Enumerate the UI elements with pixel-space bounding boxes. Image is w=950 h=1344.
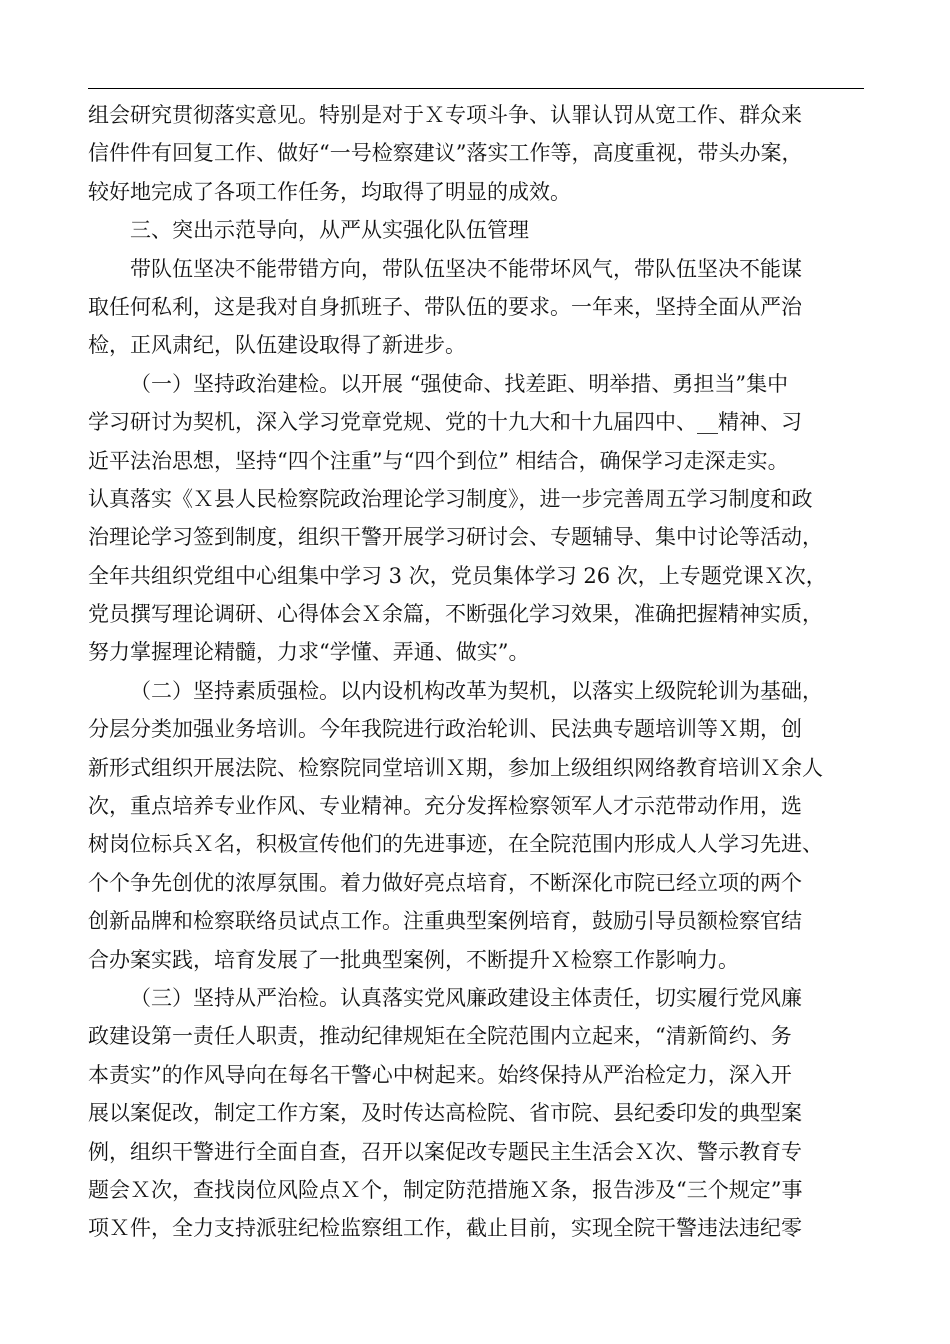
- text-line: 题会Ｘ次，查找岗位风险点Ｘ个，制定防范措施Ｘ条，报告涉及“三个规定”事: [88, 1177, 803, 1202]
- text-line: 近平法治思想，坚持“四个注重”与“四个到位” 相结合，确保学习走深走实。: [88, 448, 789, 473]
- header-rule: [88, 88, 864, 89]
- text-line: 展以案促改，制定工作方案，及时传达高检院、省市院、县纪委印发的典型案: [88, 1101, 802, 1126]
- text-line: 新形式组织开展法院、检察院同堂培训Ｘ期，参加上级组织网络教育培训Ｘ余人: [88, 755, 823, 780]
- text-line: 个个争先创优的浓厚氛围。着力做好亮点培育，不断深化市院已经立项的两个: [88, 870, 802, 895]
- text-line: 项Ｘ件，全力支持派驻纪检监察组工作，截止目前，实现全院干警违法违纪零: [88, 1216, 802, 1241]
- text-line: 三、突出示范导向，从严从实强化队伍管理: [130, 218, 529, 243]
- text-line: 全年共组织党组中心组集中学习 3 次，党员集体学习 26 次，上专题党课Ｘ次，: [88, 563, 827, 588]
- text-line: 本责实”的作风导向在每名干警心中树起来。始终保持从严治检定力，深入开: [88, 1062, 792, 1087]
- text-line: 树岗位标兵Ｘ名，积极宣传他们的先进事迹，在全院范围内形成人人学习先进、: [88, 832, 823, 857]
- text-line: 取任何私利，这是我对自身抓班子、带队伍的要求。一年来，坚持全面从严治: [88, 294, 802, 319]
- text-line: 学习研讨为契机，深入学习党章党规、党的十九大和十九届四中、__精神、习: [88, 410, 802, 435]
- text-line: 次，重点培养专业作风、专业精神。充分发挥检察领军人才示范带动作用，选: [88, 794, 802, 819]
- text-line: （三）坚持从严治检。认真落实党风廉政建设主体责任，切实履行党风廉: [130, 985, 802, 1010]
- text-line: 认真落实《Ｘ县人民检察院政治理论学习制度》，进一步完善周五学习制度和政: [88, 486, 813, 511]
- text-line: 信件件有回复工作、做好“一号检察建议”落实工作等，高度重视，带头办案，: [88, 141, 803, 166]
- text-line: 治理论学习签到制度，组织干警开展学习研讨会、专题辅导、集中讨论等活动，: [88, 525, 823, 550]
- text-line: 分层分类加强业务培训。今年我院进行政治轮训、民法典专题培训等Ｘ期，创: [88, 717, 802, 742]
- text-line: （一）坚持政治建检。以开展 “强使命、找差距、明举措、勇担当”集中: [130, 371, 789, 396]
- text-line: （二）坚持素质强检。以内设机构改革为契机，以落实上级院轮训为基础，: [130, 678, 823, 703]
- text-line: 创新品牌和检察联络员试点工作。注重典型案例培育，鼓励引导员额检察官结: [88, 909, 802, 934]
- text-line: 政建设第一责任人职责，推动纪律规矩在全院范围内立起来，“清新简约、务: [88, 1024, 792, 1049]
- text-line: 组会研究贯彻落实意见。特别是对于Ｘ专项斗争、认罪认罚从宽工作、群众来: [88, 103, 802, 127]
- text-line: 带队伍坚决不能带错方向，带队伍坚决不能带坏风气，带队伍坚决不能谋: [130, 256, 802, 281]
- text-line: 党员撰写理论调研、心得体会Ｘ余篇，不断强化学习效果，准确把握精神实质，: [88, 602, 823, 627]
- text-line: 较好地完成了各项工作任务，均取得了明显的成效。: [88, 179, 571, 204]
- text-line: 例，组织干警进行全面自查，召开以案促改专题民主生活会Ｘ次、警示教育专: [88, 1139, 802, 1164]
- text-line: 检，正风肃纪，队伍建设取得了新进步。: [88, 333, 466, 358]
- body-text: [88, 96, 868, 1248]
- text-line: 努力掌握理论精髓，力求“学懂、弄通、做实”。: [88, 640, 530, 665]
- text-line: 合办案实践，培育发展了一批典型案例，不断提升Ｘ检察工作影响力。: [88, 947, 739, 972]
